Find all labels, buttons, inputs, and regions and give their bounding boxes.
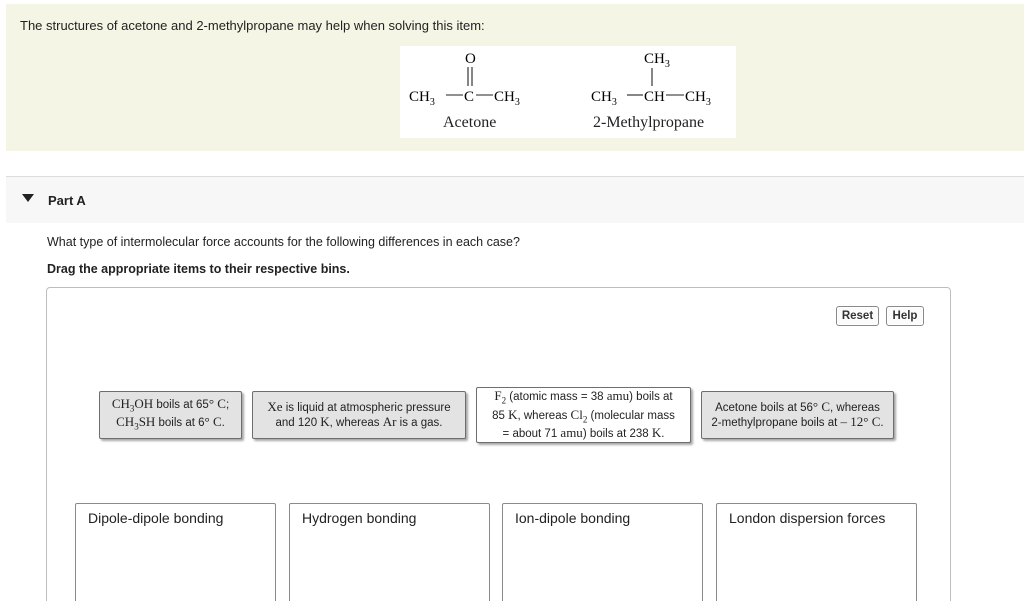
methylpropane-ch3-left: CH: [591, 89, 612, 105]
intro-text: The structures of acetone and 2-methylpropane may help when solving this item:: [20, 18, 485, 33]
acetone-carbon: C: [464, 89, 475, 105]
bin-label: Dipole-dipole bonding: [77, 505, 274, 531]
methylpropane-ch3-top: CH: [644, 51, 665, 67]
part-a-header[interactable]: [6, 177, 1024, 223]
svg-text:CH3: $CH_3$: [685, 89, 711, 108]
svg-text:CH3: $CH_3$: [644, 51, 670, 70]
draggable-item-xe-ar[interactable]: Xe is liquid at atmospheric pressure and 120 K, whereas Ar is a gas.: [252, 391, 466, 439]
part-a-title: Part A: [48, 193, 86, 208]
intro-panel: [6, 4, 1024, 151]
acetone-ch3-left: CH: [409, 89, 430, 105]
methylpropane-ch: CH: [644, 89, 665, 105]
draggable-item-acetone-methylpropane[interactable]: Acetone boils at 56° C, whereas 2-methylpropane boils at – 12° C.: [701, 391, 894, 439]
bin-label: Hydrogen bonding: [291, 505, 488, 531]
bin-london-dispersion[interactable]: [716, 503, 917, 601]
bin-dipole-dipole[interactable]: [75, 503, 276, 601]
draggable-item-ch3oh-ch3sh[interactable]: $CH_3OH$ boils at 65° C; $CH_3SH$ boils at 6° C.: [99, 391, 242, 439]
svg-text:CH3: $CH_3$: [494, 89, 520, 108]
bin-label: Ion-dipole bonding: [504, 505, 701, 531]
reset-button[interactable]: Reset: [836, 306, 879, 326]
question-text: What type of intermolecular force accounts for the following differences in each case?: [47, 235, 520, 249]
svg-text:CH3: $CH_3$: [591, 89, 617, 108]
methylpropane-ch3-right: CH: [685, 89, 706, 105]
help-button[interactable]: Help: [886, 306, 924, 326]
acetone-label: Acetone: [443, 114, 497, 131]
collapse-triangle-icon[interactable]: [22, 194, 34, 202]
bin-label: London dispersion forces: [718, 505, 915, 531]
methylpropane-label: 2-Methylpropane: [593, 114, 705, 131]
acetone-structure: [409, 51, 520, 108]
svg-text:CH3: $CH_3$: [409, 89, 435, 108]
bin-ion-dipole[interactable]: [502, 503, 703, 601]
instruction-text: Drag the appropriate items to their respective bins.: [47, 262, 350, 276]
methylpropane-structure: [591, 51, 711, 108]
acetone-oxygen: O: [465, 51, 476, 67]
draggable-item-f2-cl2[interactable]: $F_2$ (atomic mass = 38 amu) boils at 85 K, whereas $Cl_2$ (molecular mass = about 71 amu) boils at 238 K.: [476, 387, 691, 443]
structures-figure: [400, 46, 736, 138]
acetone-ch3-right: CH: [494, 89, 515, 105]
bin-hydrogen-bonding[interactable]: [289, 503, 490, 601]
